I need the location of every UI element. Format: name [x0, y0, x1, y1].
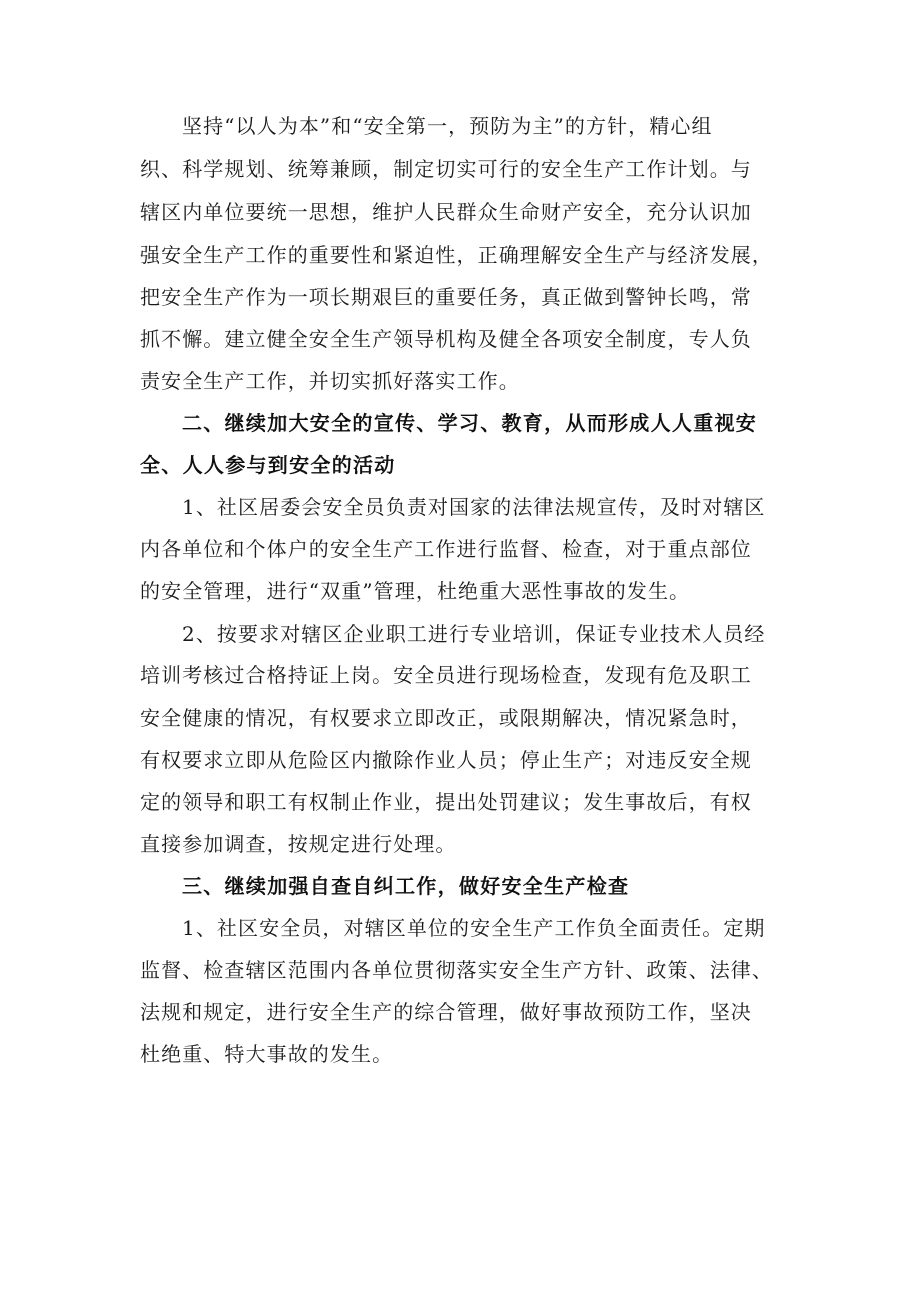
paragraph-line: 安全健康的情况，有权要求立即改正，或限期解决，情况紧急时，	[140, 706, 752, 730]
paragraph-line: 1、社区安全员，对辖区单位的安全生产工作负全面责任。定期	[182, 916, 766, 940]
paragraph-line: 2、按要求对辖区企业职工进行专业培训，保证专业技术人员经	[182, 622, 766, 646]
paragraph-line: 强安全生产工作的重要性和紧迫性，正确理解安全生产与经济发展，	[140, 243, 773, 267]
paragraph-line: 责安全生产工作，并切实抓好落实工作。	[140, 369, 520, 393]
paragraph-line: 织、科学规划、统筹兼顾，制定切实可行的安全生产工作计划。与	[140, 157, 752, 181]
paragraph-line: 内各单位和个体户的安全生产工作进行监督、检查，对于重点部位	[140, 537, 752, 561]
paragraph-line: 把安全生产作为一项长期艰巨的重要任务，真正做到警钟长鸣，常	[140, 285, 752, 309]
section-heading: 全、人人参与到安全的活动	[140, 453, 396, 477]
paragraph-line: 辖区内单位要统一思想，维护人民群众生命财产安全，充分认识加	[140, 200, 752, 224]
paragraph-line: 的安全管理，进行“双重”管理，杜绝重大恶性事故的发生。	[140, 579, 691, 603]
paragraph-line: 有权要求立即从危险区内撤除作业人员；停止生产；对违反安全规	[140, 748, 752, 772]
paragraph-line: 直接参加调查，按规定进行处理。	[140, 832, 457, 856]
paragraph-line: 抓不懈。建立健全安全生产领导机构及健全各项安全制度，专人负	[140, 327, 752, 351]
paragraph-line: 坚持“以人为本”和“安全第一，预防为主”的方针，精心组	[182, 114, 713, 138]
section-heading: 二、继续加大安全的宣传、学习、教育，从而形成人人重视安	[182, 411, 758, 435]
paragraph-line: 1、社区居委会安全员负责对国家的法律法规宣传，及时对辖区	[182, 495, 766, 519]
paragraph-line: 法规和规定，进行安全生产的综合管理，做好事故预防工作，坚决	[140, 1000, 752, 1024]
paragraph-line: 定的领导和职工有权制止作业，提出处罚建议；发生事故后，有权	[140, 790, 752, 814]
paragraph-line: 杜绝重、特大事故的发生。	[140, 1042, 394, 1066]
section-heading: 三、继续加强自查自纠工作，做好安全生产检查	[182, 874, 630, 898]
paragraph-line: 培训考核过合格持证上岗。安全员进行现场检查，发现有危及职工	[140, 663, 752, 687]
paragraph-line: 监督、检查辖区范围内各单位贯彻落实安全生产方针、政策、法律、	[140, 958, 773, 982]
